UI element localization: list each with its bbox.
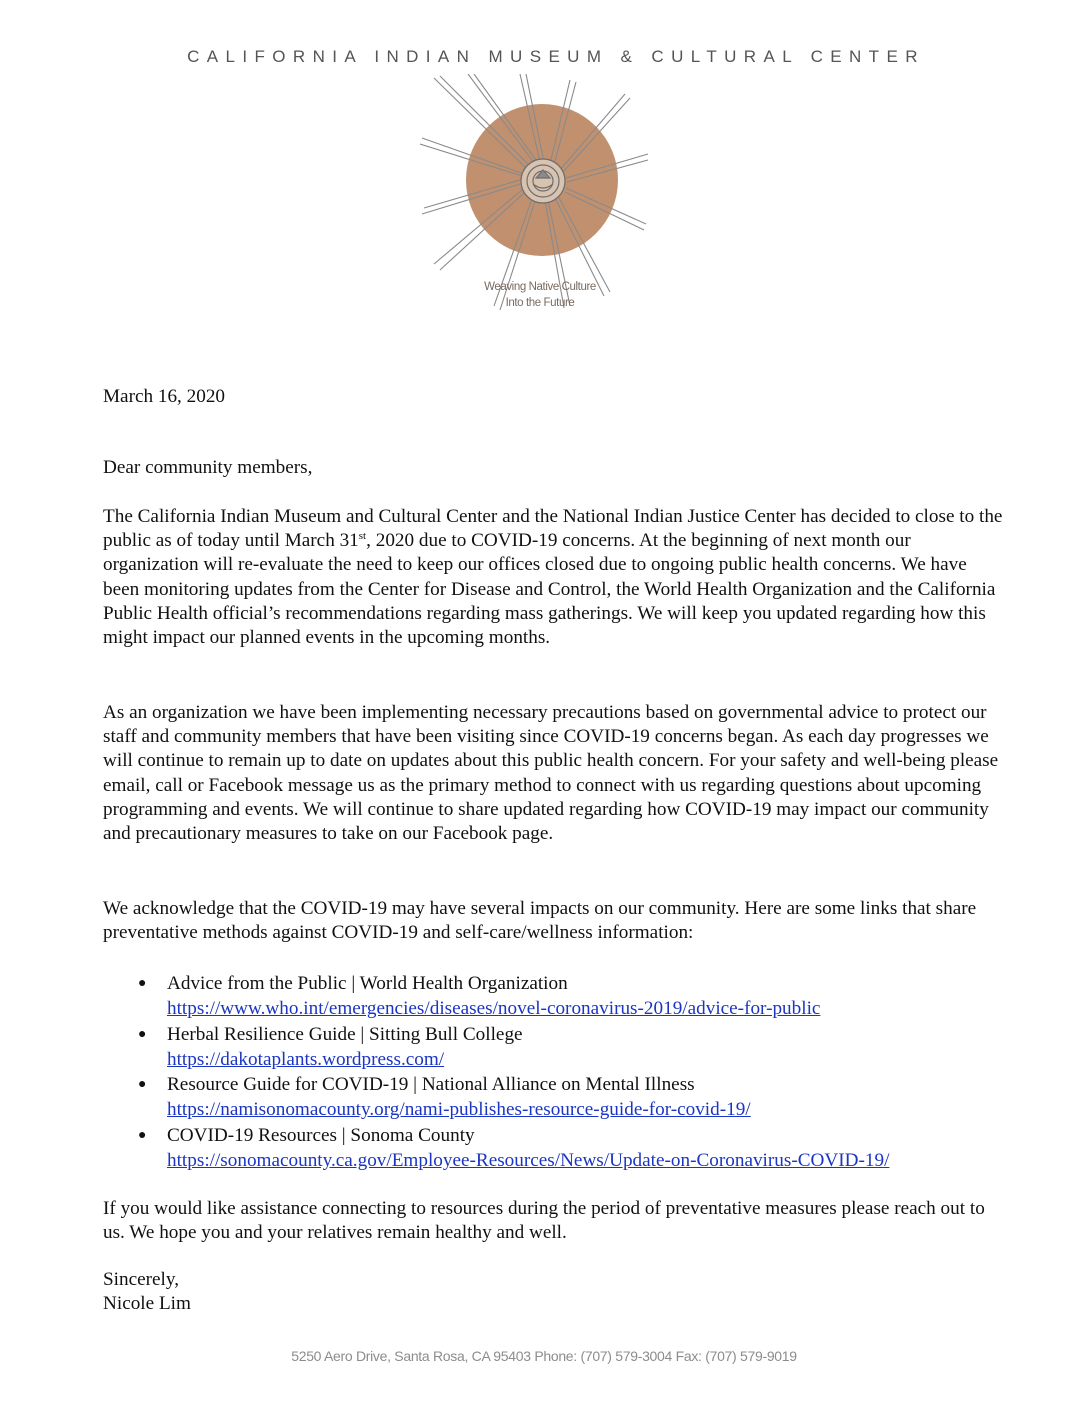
paragraph-precautions xyxy=(103,701,1003,846)
ordinal-suffix: st xyxy=(358,530,367,543)
closing-text: If you would like assistance connecting to resources during the period of preventative measures please reach out to us. We hope you and your relatives remain healthy and well. xyxy=(103,1198,985,1244)
resource-link-who[interactable]: https://www.who.int/emergencies/diseases/novel-coronavirus-2019/advice-for-public xyxy=(167,998,821,1020)
para1-text-start: The California Indian Museum and Cultural Center and the National Indian Justice Center has decided to close to the public as of today until March 31 xyxy=(103,506,1003,552)
resource-item-who xyxy=(103,971,1023,1022)
signature-block xyxy=(103,1268,1003,1316)
tagline-line-2: Into the Future xyxy=(505,297,575,309)
bullet-icon: ● xyxy=(138,1127,147,1143)
paragraph-closing xyxy=(103,1197,1003,1245)
bullet-icon: ● xyxy=(138,976,147,991)
paragraph-resources-intro xyxy=(103,897,1003,945)
logo-tagline xyxy=(440,279,640,311)
letterhead-org-name: CALIFORNIA INDIAN MUSEUM & CULTURAL CENTER xyxy=(187,47,925,66)
signer-name: Nicole Lim xyxy=(103,1293,191,1315)
resource-item-herbal xyxy=(103,1022,1023,1073)
resource-title: Resource Guide for COVID-19 | National Alliance on Mental Illness xyxy=(167,1074,695,1096)
logo-center-weave xyxy=(521,159,565,203)
resource-link-nami[interactable]: https://namisonomacounty.org/nami-publishes-resource-guide-for-covid-19/ xyxy=(167,1099,751,1121)
resource-title: Herbal Resilience Guide | Sitting Bull College xyxy=(167,1023,523,1045)
resource-item-sonoma xyxy=(103,1123,1023,1174)
resource-link-dakotaplants[interactable]: https://dakotaplants.wordpress.com/ xyxy=(167,1048,445,1070)
valediction: Sincerely, xyxy=(103,1269,180,1290)
resource-link-sonoma[interactable]: https://sonomacounty.ca.gov/Employee-Resources/News/Update-on-Coronavirus-COVID-19/ xyxy=(167,1150,890,1172)
resource-title: Advice from the Public | World Health Organization xyxy=(167,973,568,994)
bullet-icon: ● xyxy=(138,1026,147,1042)
tagline-line-1: Weaving Native Culture xyxy=(484,281,596,293)
letter-salutation: Dear community members, xyxy=(103,457,313,478)
resource-item-nami xyxy=(103,1072,1023,1123)
para2-text: As an organization we have been implementing necessary precautions based on governmental advice to protect our staff and community members that have been visiting since COVID-19 concerns began. As each day progresses we will continue to remain up to date on updates about this public health concern. For your safety and well-being please email, call or Facebook message us as the primary method to connect with us regarding questions about upcoming programming and events. We will continue to share updated regarding how COVID-19 may impact our community and precautionary measures to take on our Facebook page. xyxy=(103,702,999,845)
bullet-icon: ● xyxy=(138,1077,147,1093)
basket-weave-logo xyxy=(420,74,650,314)
para1-text-end: , 2020 due to COVID-19 concerns. At the beginning of next month our organization will re-evaluate the need to keep our offices closed due to ongoing public health concerns. We have been monitoring updates from the Center for Disease and Control, the World Health Organization and the California Public Health official’s recommendations regarding mass gatherings. We will keep you updated regarding how this might impact our planned events in the upcoming months. xyxy=(103,530,996,649)
para3-text: We acknowledge that the COVID-19 may have several impacts on our community. Here are some links that share preventative methods against COVID-19 and self-care/wellness information: xyxy=(103,898,977,944)
resource-title: COVID-19 Resources | Sonoma County xyxy=(167,1124,475,1146)
footer-address: 5250 Aero Drive, Santa Rosa, CA 95403 Phone: (707) 579-3004 Fax: (707) 579-9019 xyxy=(291,1348,797,1364)
paragraph-closure-notice xyxy=(103,505,1003,650)
resource-list xyxy=(103,971,1023,1173)
letter-date: March 16, 2020 xyxy=(103,386,226,407)
